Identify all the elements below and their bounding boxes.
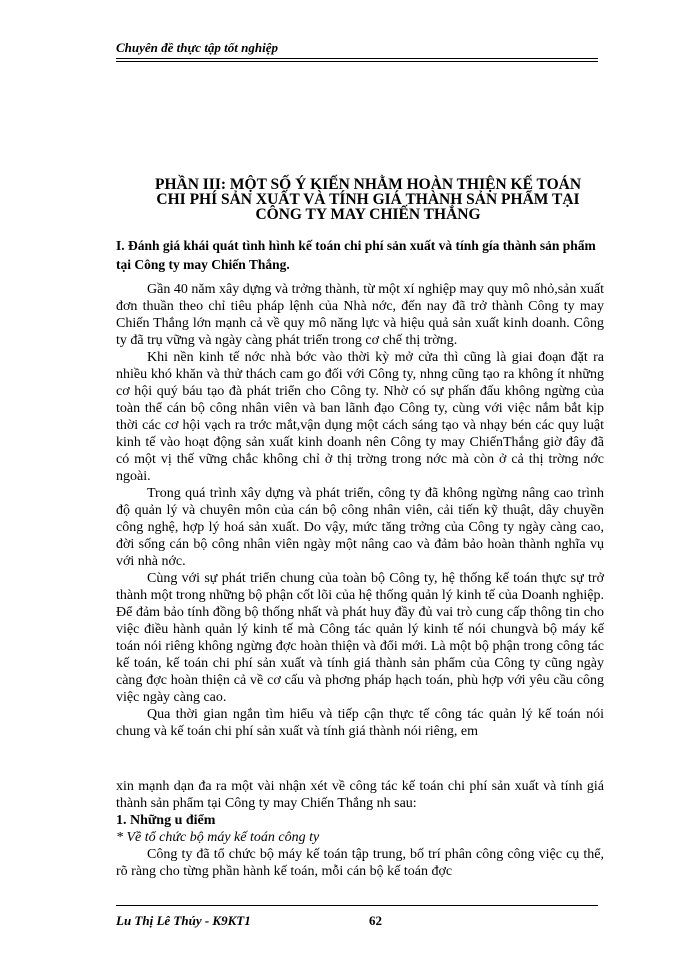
body-text-block-2 — [116, 778, 604, 880]
footer-author: Lu Thị Lê Thúy - K9KT1 — [116, 913, 251, 928]
page-number: 62 — [369, 913, 382, 928]
paragraph-5: Qua thời gian ngắn tìm hiểu và tiếp cận thực tế công tác quản lý kế toán nói chung và kế toán chi phí sản xuất và tính giá thành nói riêng, em — [116, 707, 604, 739]
subsection-heading: 1. Những u điểm — [116, 813, 216, 828]
section-heading: I. Đánh giá khái quát tình hình kế toán chi phí sản xuất và tính gía thành sản phẩm tại Công ty may Chiến Thắng. — [116, 238, 596, 272]
paragraph-1: Gần 40 năm xây dựng và trởng thành, từ một xí nghiệp may quy mô nhỏ,sản xuất đơn thuần theo chỉ tiêu pháp lệnh của Nhà nớc, đến nay đã trở thành Công ty may Chiến Thắng lớn mạnh cả về quy mô năng lực và hiệu quả sản xuất kinh doanh. Công ty đã trụ vững và ngày càng phát triển trong cơ chế thị trờng. — [116, 282, 604, 348]
continuation-paragraph: xin mạnh dạn đa ra một vài nhận xét về công tác kế toán chi phí sản xuất và tính giá thành sản phẩm tại Công ty may Chiến Thắng nh sau: — [116, 779, 604, 811]
paragraph-3: Trong quá trình xây dựng và phát triển, công ty đã không ngừng nâng cao trình độ quản lý và chuyên môn của cán bộ công nhân viên, cải tiến kỹ thuật, dây chuyền công nghệ, hợp lý hoá sản xuất. Do vậy, mức tăng trởng của Công ty ngày càng cao, đời sống cán bộ công nhân viên ngày một nâng cao và đảm bảo hoàn thành nghĩa vụ với nhà nớc. — [116, 486, 604, 569]
chapter-title-line-3: CÔNG TY MAY CHIẾN THẮNG — [255, 206, 481, 223]
last-paragraph: Công ty đã tổ chức bộ máy kế toán tập trung, bố trí phân công công việc cụ thể, rõ ràng cho từng phần hành kế toán, mỗi cán bộ kế toán đợc — [116, 847, 604, 879]
chapter-title-line-2: CHI PHÍ SẢN XUẤT VÀ TÍNH GIÁ THÀNH SẢN PHẨM TẠI — [156, 191, 580, 208]
body-text-block-1 — [116, 281, 604, 740]
paragraph-4: Cùng với sự phát triển chung của toàn bộ Công ty, hệ thống kế toán thực sự trở thành một trong những bộ phận cốt lõi của hệ thống quản lý kinh tế của Doanh nghiệp. Để đảm bảo tính đồng bộ thống nhất và phát huy đầy đủ vai trò cung cấp thông tin cho việc điều hành quản lý kinh tế mà Công tác quản lý kinh tế nói chungvà bộ máy kế toán nói riêng không ngừng đợc hoàn thiện và đổi mới. Là một bộ phận trong công tác kế toán, kế toán chi phí sản xuất và tính giá thành sản phẩm của Công ty cũng ngày càng đợc hoàn thiện cả về cơ cấu và phơng pháp hạch toán, phù hợp với yêu cầu công việc ngày càng cao. — [116, 571, 604, 705]
chapter-title-line-1: PHẦN III: MỘT SỐ Ý KIẾN NHẰM HOÀN THIỆN KẾ TOÁN — [154, 176, 582, 193]
footer-rule — [116, 905, 598, 906]
header-rule-thin — [116, 58, 598, 59]
chapter-title — [128, 177, 608, 222]
italic-subheading: * Về tổ chức bộ máy kế toán công ty — [116, 830, 320, 845]
page-header: Chuyên đề thực tập tốt nghiệp — [116, 40, 278, 55]
header-rule-thick — [116, 61, 598, 62]
paragraph-2: Khi nền kinh tế nớc nhà bớc vào thời kỳ mở cửa thì cũng là giai đoạn đặt ra nhiều khó khăn và thử thách cam go đối với Công ty, nhng cũng tạo ra không ít những cơ hội quý báu tạo đà phát triển cho Công ty. Nhờ có sự phấn đấu không ngừng của toàn thể cán bộ công nhân viên và ban lãnh đạo Công ty, cùng với việc nắm bắt kịp thời các cơ hội vạch ra trớc mắt,vận dụng một cách sáng tạo và nhạy bén các quy luật kinh tế vào hoạt động sản xuất kinh doanh nên Công ty may ChiếnThắng giờ đây đã có một vị thế vững chắc không chỉ ở thị trờng trong nớc mà còn ở cả thị trờng nớc ngoài. — [116, 350, 604, 484]
